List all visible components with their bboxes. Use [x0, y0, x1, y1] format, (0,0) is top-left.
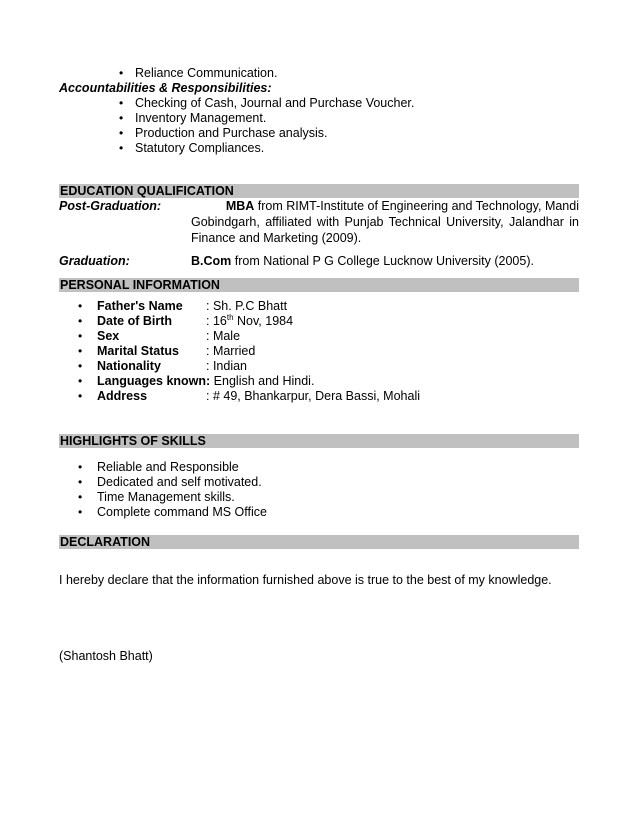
section-heading-personal: PERSONAL INFORMATION	[59, 278, 579, 292]
grad-description	[191, 254, 534, 268]
bullet-icon: •	[78, 359, 83, 373]
bullet-icon: •	[78, 374, 83, 388]
bullet-icon: •	[78, 460, 83, 474]
bullet-icon: •	[78, 299, 83, 313]
list-item: Reliable and Responsible	[97, 460, 239, 474]
languages-value: English and Hindi.	[210, 374, 315, 388]
sex-label: Sex	[97, 329, 120, 343]
signature: (Shantosh Bhatt)	[59, 649, 153, 663]
list-item: Checking of Cash, Journal and Purchase Voucher.	[135, 96, 415, 110]
bullet-icon: •	[78, 490, 83, 504]
pg-description	[191, 198, 579, 246]
bullet-icon: •	[78, 344, 83, 358]
section-heading-education: EDUCATION QUALIFICATION	[59, 184, 579, 198]
bullet-icon: •	[119, 126, 124, 140]
bullet-icon: •	[78, 314, 83, 328]
list-item: Inventory Management.	[135, 111, 267, 125]
grad-degree: B.Com	[191, 254, 232, 268]
bullet-icon: •	[119, 141, 124, 155]
address-value: : # 49, Bhankarpur, Dera Bassi, Mohali	[206, 389, 421, 403]
address-label: Address	[97, 389, 148, 403]
dob-value	[206, 314, 293, 328]
pg-line2: Gobindgarh, affiliated with Punjab Technical University, Jalandhar in	[191, 215, 579, 229]
list-item: Time Management skills.	[97, 490, 235, 504]
marital-label: Marital Status	[97, 344, 179, 358]
father-label: Father's Name	[97, 299, 183, 313]
list-item: Production and Purchase analysis.	[135, 126, 328, 140]
father-value: : Sh. P.C Bhatt	[206, 299, 288, 313]
pg-label: Post-Graduation:	[59, 199, 162, 213]
languages-label: Languages known:	[97, 374, 211, 388]
list-item: Dedicated and self motivated.	[97, 475, 262, 489]
marital-value: : Married	[206, 344, 256, 358]
dob-suffix: th	[226, 312, 234, 322]
bullet-icon: •	[78, 475, 83, 489]
section-heading-declaration: DECLARATION	[59, 535, 579, 549]
dob-month-year: Nov, 1984	[233, 314, 294, 328]
nationality-value: : Indian	[206, 359, 248, 373]
list-item: Complete command MS Office	[97, 505, 267, 519]
bullet-icon: •	[78, 505, 83, 519]
list-item: Statutory Compliances.	[135, 141, 265, 155]
nationality-label: Nationality	[97, 359, 161, 373]
pg-degree: MBA	[225, 199, 255, 213]
declaration-text: I hereby declare that the information furnished above is true to the best of my knowledge.	[59, 573, 552, 587]
pg-line1: from RIMT-Institute of Engineering and Technology, Mandi	[254, 199, 579, 213]
accountabilities-title: Accountabilities & Responsibilities:	[59, 81, 272, 95]
dob-day: : 16	[206, 314, 227, 328]
section-heading-skills: HIGHLIGHTS OF SKILLS	[59, 434, 579, 448]
bullet-icon: •	[78, 329, 83, 343]
grad-label: Graduation:	[59, 254, 130, 268]
dob-label: Date of Birth	[97, 314, 172, 328]
pg-line3: Finance and Marketing (2009).	[191, 231, 362, 245]
bullet-icon: •	[78, 389, 83, 403]
languages-row	[97, 374, 314, 388]
sex-value: : Male	[206, 329, 241, 343]
list-item: Reliance Communication.	[135, 66, 278, 80]
bullet-icon: •	[119, 96, 124, 110]
grad-text: from National P G College Lucknow University (2005).	[231, 254, 534, 268]
bullet-icon: •	[119, 66, 124, 80]
bullet-icon: •	[119, 111, 124, 125]
